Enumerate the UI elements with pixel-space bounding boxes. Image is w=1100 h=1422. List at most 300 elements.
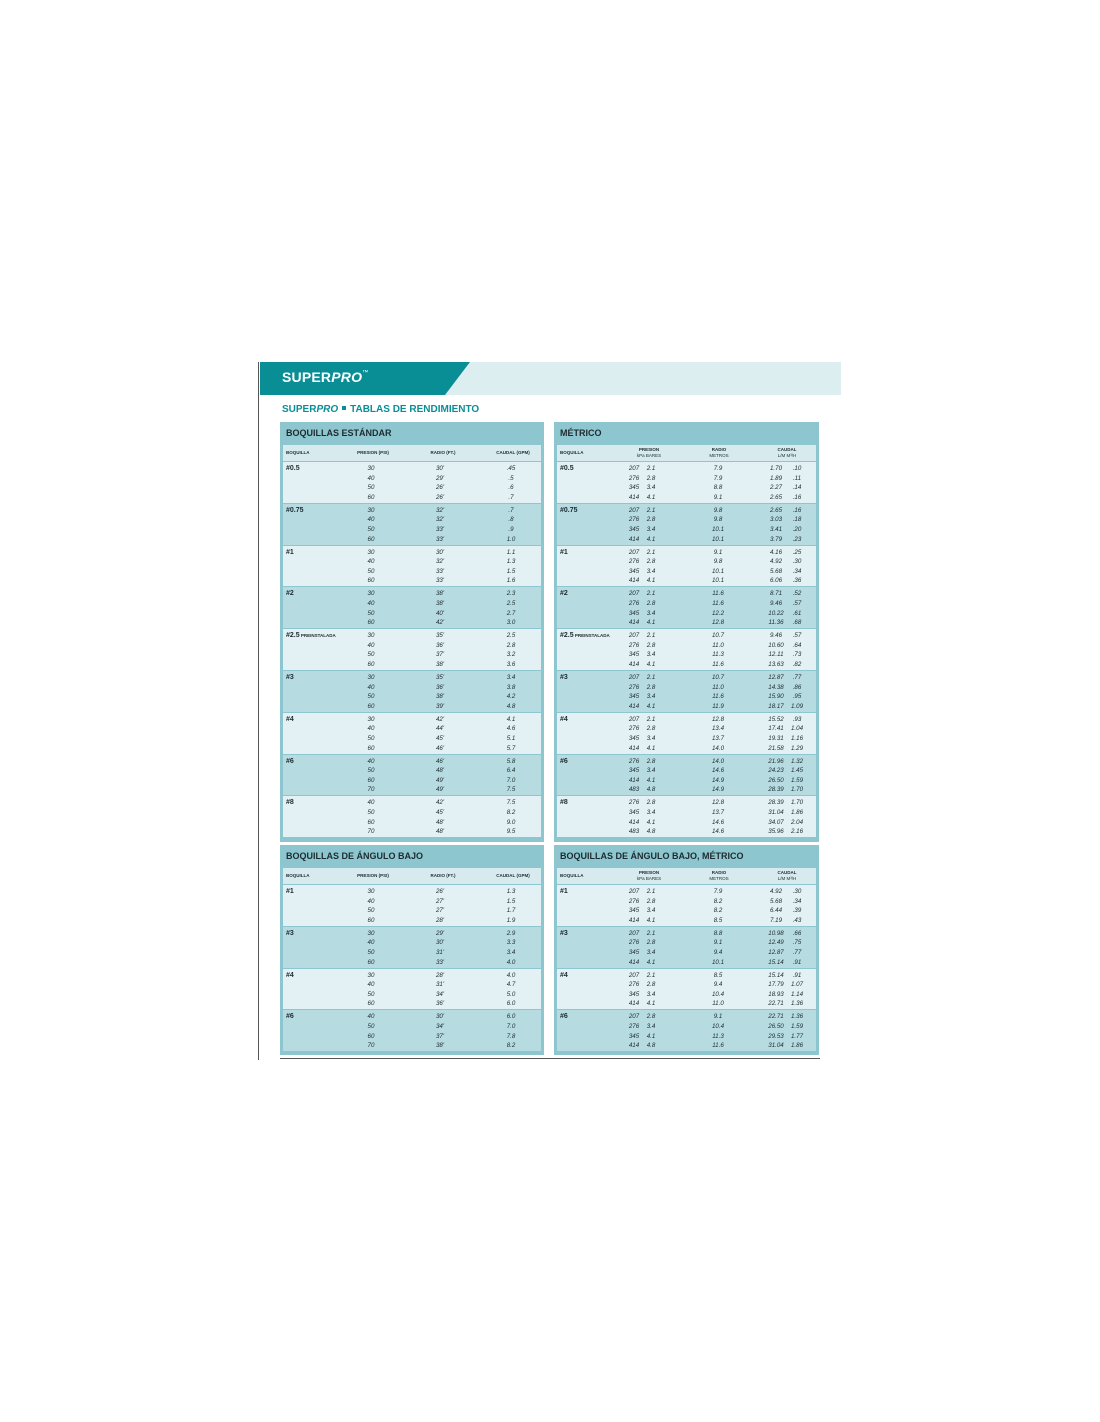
flow-cell: 3.8	[506, 683, 516, 691]
flow-cell: 1.3	[506, 558, 516, 566]
m3h-cell: .66	[792, 929, 802, 937]
nozzle-label	[560, 549, 568, 556]
radius-cell: 33'	[435, 958, 445, 966]
lm-cell: 6.44	[769, 907, 783, 915]
bar-cell: 2.8	[646, 599, 656, 607]
radius-cell: 11.6	[712, 660, 724, 668]
radius-cell: 34'	[435, 1022, 445, 1030]
lm-cell: 19.31	[768, 734, 784, 742]
kpa-cell: 345	[628, 609, 640, 617]
radius-cell: 14.9	[711, 786, 725, 794]
lm-cell: 2.65	[769, 493, 783, 501]
lm-cell: 11.36	[768, 619, 784, 627]
column-headers	[283, 445, 541, 461]
header-pressure	[343, 450, 403, 456]
flow-cell: .45	[506, 465, 516, 472]
radius-cell: 10.1	[711, 958, 725, 966]
flow-cell: 5.7	[506, 744, 516, 752]
bar-cell: 2.1	[646, 506, 656, 514]
pressure-cell: 60	[367, 702, 375, 710]
kpa-cell: 276	[628, 641, 640, 649]
header-flow-label: CAUDAL	[777, 447, 797, 452]
m3h-cell: .11	[792, 474, 802, 482]
pressure-cell: 50	[367, 907, 375, 915]
header-pressure	[624, 447, 674, 459]
radius-cell: 30'	[435, 1013, 445, 1021]
bar-cell: 4.1	[646, 818, 656, 826]
nozzle-size: #8	[560, 799, 568, 807]
nozzle-group	[283, 713, 541, 754]
kpa-cell: 276	[628, 939, 640, 947]
nozzle-group	[557, 796, 816, 837]
nozzle-group	[557, 755, 816, 796]
header-nozzle	[286, 450, 326, 456]
nozzle-size: #0.5	[286, 465, 300, 472]
lm-cell: 8.71	[769, 590, 783, 598]
flow-cell: 3.3	[506, 939, 516, 947]
radius-cell: 42'	[435, 619, 445, 627]
lm-cell: 18.93	[768, 990, 784, 998]
lm-cell: 12.49	[768, 939, 784, 947]
m3h-cell: 1.36	[790, 1013, 804, 1021]
radius-cell: 9.1	[713, 493, 723, 501]
table-body	[283, 868, 541, 1052]
nozzle-label	[560, 799, 568, 806]
radius-cell: 13.4	[711, 725, 725, 733]
nozzle-group	[557, 587, 816, 628]
nozzle-size: #1	[286, 888, 294, 895]
radius-cell: 7.9	[713, 888, 723, 895]
radius-cell: 38'	[435, 693, 445, 701]
m3h-cell: .43	[792, 916, 802, 924]
nozzle-size: #6	[560, 1013, 568, 1021]
flow-cell: 9.5	[506, 828, 516, 836]
bar-cell: 2.8	[646, 725, 656, 733]
nozzle-label	[286, 590, 294, 597]
pressure-cell: 30	[367, 465, 375, 472]
radius-cell: 38'	[435, 1042, 445, 1050]
kpa-cell: 276	[628, 799, 640, 807]
kpa-cell: 207	[628, 929, 640, 937]
radius-cell: 8.8	[713, 929, 723, 937]
pressure-cell: 60	[367, 577, 375, 585]
flow-cell: 8.2	[506, 808, 516, 816]
nozzle-size: #2	[560, 590, 568, 598]
bar-cell: 3.4	[646, 693, 656, 701]
pressure-cell: 40	[367, 599, 375, 607]
kpa-cell: 276	[628, 1022, 640, 1030]
nozzle-group	[557, 629, 816, 670]
radius-cell: 12.8	[711, 619, 725, 627]
radius-cell: 11.3	[712, 651, 724, 659]
m3h-cell: .20	[792, 525, 802, 533]
lm-cell: 22.71	[768, 1013, 784, 1021]
bar-cell: 4.1	[646, 660, 656, 668]
nozzle-group	[283, 671, 541, 712]
m3h-cell: 1.59	[790, 1022, 804, 1030]
radius-cell: 32'	[435, 506, 445, 514]
radius-cell: 29'	[435, 474, 445, 482]
radius-cell: 14.0	[711, 757, 725, 765]
lm-cell: 2.27	[769, 484, 783, 492]
lm-cell: 3.03	[769, 516, 783, 524]
kpa-cell: 345	[628, 734, 640, 742]
lm-cell: 3.79	[769, 535, 783, 543]
table-title: BOQUILLAS ESTÁNDAR	[286, 428, 392, 438]
m3h-cell: 1.07	[790, 981, 804, 989]
flow-cell: 7.0	[506, 776, 516, 784]
bar-cell: 2.1	[646, 674, 656, 681]
radius-cell: 11.0	[712, 641, 724, 649]
bar-cell: 4.1	[646, 1000, 656, 1008]
kpa-cell: 414	[628, 1042, 640, 1050]
table-title: BOQUILLAS DE ÁNGULO BAJO	[286, 851, 424, 861]
nozzle-label	[286, 549, 294, 556]
bar-cell: 4.1	[646, 535, 656, 543]
lm-cell: 5.68	[769, 897, 783, 905]
radius-cell: 9.8	[713, 506, 723, 514]
pressure-cell: 60	[367, 818, 375, 826]
nozzle-group	[557, 671, 816, 712]
header-flow-label: CAUDAL (GPM)	[496, 873, 530, 878]
m3h-cell: .95	[792, 693, 802, 701]
header-radius-units: METROS	[709, 876, 729, 881]
radius-cell: 48'	[435, 818, 445, 826]
pressure-cell: 70	[367, 828, 375, 836]
kpa-cell: 345	[628, 1032, 640, 1040]
radius-cell: 31'	[435, 981, 445, 989]
bar-cell: 2.1	[646, 548, 656, 556]
radius-cell: 32'	[435, 558, 445, 566]
kpa-cell: 207	[628, 888, 640, 895]
m3h-cell: 1.29	[790, 744, 804, 752]
radius-cell: 14.9	[711, 776, 725, 784]
nozzle-group	[557, 969, 816, 1010]
lm-cell: 3.41	[769, 525, 783, 533]
pressure-cell: 60	[367, 916, 375, 924]
header-flow-label: CAUDAL (GPM)	[496, 450, 530, 455]
kpa-cell: 276	[628, 516, 640, 524]
table-metric	[554, 422, 819, 842]
radius-cell: 36'	[435, 683, 445, 691]
radius-cell: 14.6	[711, 767, 725, 775]
bar-cell: 3.4	[646, 651, 656, 659]
table-title: BOQUILLAS DE ÁNGULO BAJO, MÉTRICO	[560, 851, 744, 861]
bar-cell: 3.4	[646, 525, 656, 533]
bar-cell: 4.1	[646, 493, 656, 501]
lm-cell: 7.19	[769, 916, 783, 924]
radius-cell: 26'	[435, 493, 445, 501]
pressure-cell: 40	[367, 1013, 375, 1021]
lm-cell: 31.04	[768, 808, 784, 816]
kpa-cell: 207	[628, 674, 640, 681]
lm-cell: 10.22	[768, 609, 784, 617]
bar-cell: 2.8	[646, 897, 656, 905]
flow-cell: 6.0	[506, 1000, 516, 1008]
radius-cell: 10.4	[711, 1022, 725, 1030]
radius-cell: 9.8	[713, 516, 723, 524]
pressure-cell: 60	[367, 958, 375, 966]
bar-cell: 3.4	[646, 990, 656, 998]
nozzle-label	[560, 972, 568, 979]
flow-cell: 4.7	[506, 981, 516, 989]
radius-cell: 38'	[435, 590, 445, 598]
m3h-cell: 1.09	[790, 702, 804, 710]
m3h-cell: 2.04	[790, 818, 804, 826]
nozzle-label	[286, 930, 294, 937]
kpa-cell: 414	[628, 776, 640, 784]
lm-cell: 17.79	[768, 981, 784, 989]
nozzle-group	[283, 927, 541, 968]
nozzle-preinstalled-tag: PREINSTALADA	[299, 633, 336, 639]
radius-cell: 12.8	[711, 799, 725, 807]
pressure-cell: 40	[367, 897, 375, 905]
pressure-cell: 30	[367, 929, 375, 937]
radius-cell: 30'	[435, 548, 445, 556]
header-flow-label: CAUDAL	[777, 870, 797, 875]
bar-cell: 2.8	[646, 799, 656, 807]
section-subtitle	[282, 404, 479, 415]
flow-cell: 3.4	[506, 948, 516, 956]
pressure-cell: 60	[367, 535, 375, 543]
header-flow	[762, 870, 812, 882]
radius-cell: 27'	[435, 907, 445, 915]
m3h-cell: .61	[792, 609, 802, 617]
m3h-cell: 1.86	[790, 808, 804, 816]
radius-cell: 30'	[435, 939, 445, 947]
pressure-cell: 70	[367, 786, 375, 794]
radius-cell: 9.1	[713, 1013, 723, 1021]
kpa-cell: 207	[628, 715, 640, 723]
bar-cell: 3.4	[646, 808, 656, 816]
m3h-cell: .77	[792, 948, 802, 956]
nozzle-group	[557, 927, 816, 968]
table-body	[557, 868, 816, 1052]
bar-cell: 4.1	[646, 916, 656, 924]
lm-cell: 34.07	[768, 818, 784, 826]
radius-cell: 46'	[435, 757, 445, 765]
flow-cell: 4.0	[506, 958, 516, 966]
nozzle-label	[286, 888, 294, 895]
subtitle-text: TABLAS DE RENDIMIENTO	[350, 404, 480, 415]
bar-cell: 2.1	[646, 715, 656, 723]
bar-cell: 3.4	[646, 948, 656, 956]
bar-cell: 3.4	[646, 734, 656, 742]
pressure-cell: 50	[367, 808, 375, 816]
nozzle-label	[286, 507, 304, 514]
radius-cell: 31'	[435, 948, 445, 956]
table-low-angle-nozzles	[280, 845, 544, 1055]
radius-cell: 37'	[435, 651, 445, 659]
table-body	[283, 445, 541, 839]
nozzle-group	[557, 462, 816, 503]
bar-cell: 2.8	[646, 757, 656, 765]
table-body	[557, 445, 816, 839]
lm-cell: 12.87	[768, 674, 784, 681]
nozzle-label	[286, 758, 294, 765]
m3h-cell: .73	[792, 651, 802, 659]
radius-cell: 9.8	[713, 558, 723, 566]
pressure-cell: 50	[367, 567, 375, 575]
bar-cell: 2.8	[646, 474, 656, 482]
pressure-cell: 30	[367, 715, 375, 723]
brand-title	[282, 369, 368, 385]
lm-cell: 6.06	[769, 577, 783, 585]
m3h-cell: 1.59	[790, 776, 804, 784]
pressure-cell: 50	[367, 734, 375, 742]
kpa-cell: 207	[628, 971, 640, 979]
radius-cell: 28'	[435, 916, 445, 924]
flow-cell: 2.5	[506, 599, 516, 607]
nozzle-label	[560, 465, 574, 472]
bar-cell: 2.8	[646, 1013, 656, 1021]
pressure-cell: 30	[367, 674, 375, 681]
bar-cell: 4.1	[646, 577, 656, 585]
kpa-cell: 345	[628, 948, 640, 956]
radius-cell: 35'	[435, 632, 445, 640]
m3h-cell: 1.70	[790, 799, 804, 807]
pressure-cell: 40	[367, 516, 375, 524]
lm-cell: 15.14	[768, 971, 784, 979]
flow-cell: 1.5	[506, 567, 516, 575]
header-radius	[413, 873, 473, 879]
radius-cell: 29'	[435, 929, 445, 937]
header-pressure-label: PRESION (PSI)	[357, 450, 389, 455]
radius-cell: 10.7	[711, 674, 725, 681]
m3h-cell: .16	[792, 506, 802, 514]
flow-cell: .8	[508, 516, 514, 524]
header-nozzle-label: BOQUILLA	[560, 873, 584, 878]
radius-cell: 14.0	[711, 744, 725, 752]
pressure-cell: 50	[367, 990, 375, 998]
radius-cell: 35'	[435, 674, 445, 681]
pressure-cell: 50	[367, 525, 375, 533]
bar-cell: 2.1	[646, 971, 656, 979]
m3h-cell: .91	[792, 971, 802, 979]
bar-cell: 4.1	[646, 744, 656, 752]
bar-cell: 3.4	[646, 609, 656, 617]
kpa-cell: 345	[628, 651, 640, 659]
trademark-mark: ™	[362, 370, 369, 376]
nozzle-label	[560, 632, 610, 639]
header-radius-label: RADIO (FT.)	[430, 873, 456, 878]
lm-cell: 5.68	[769, 567, 783, 575]
kpa-cell: 414	[628, 535, 640, 543]
flow-cell: 1.6	[506, 577, 516, 585]
nozzle-preinstalled-tag: PREINSTALADA	[573, 633, 610, 639]
kpa-cell: 207	[628, 548, 640, 556]
square-bullet-icon	[342, 406, 346, 410]
nozzle-size: #6	[560, 757, 568, 765]
header-radius-label: RADIO	[711, 870, 727, 875]
radius-cell: 9.4	[713, 981, 723, 989]
pressure-cell: 30	[367, 590, 375, 598]
kpa-cell: 345	[628, 693, 640, 701]
radius-cell: 38'	[435, 660, 445, 668]
bar-cell: 2.8	[646, 641, 656, 649]
m3h-cell: 1.16	[790, 734, 804, 742]
kpa-cell: 345	[628, 767, 640, 775]
m3h-cell: 1.32	[790, 757, 804, 765]
nozzle-size: #1	[286, 548, 294, 556]
bar-cell: 3.4	[646, 907, 656, 915]
flow-cell: 3.2	[506, 651, 516, 659]
bar-cell: 4.1	[646, 702, 656, 710]
radius-cell: 8.5	[713, 916, 723, 924]
nozzle-label	[560, 1013, 568, 1020]
nozzle-group	[283, 755, 541, 796]
kpa-cell: 207	[628, 1013, 640, 1021]
lm-cell: 15.52	[768, 715, 784, 723]
kpa-cell: 483	[628, 828, 640, 836]
m3h-cell: .86	[792, 683, 802, 691]
flow-cell: .6	[508, 484, 514, 492]
radius-cell: 38'	[435, 599, 445, 607]
column-headers	[557, 445, 816, 461]
nozzle-group	[557, 504, 816, 545]
kpa-cell: 207	[628, 506, 640, 514]
flow-cell: 3.4	[506, 674, 516, 681]
flow-cell: 2.5	[506, 632, 516, 640]
bar-cell: 4.8	[646, 786, 656, 794]
header-pressure-units: kPa BARES	[636, 876, 662, 881]
m3h-cell: .68	[792, 619, 802, 627]
nozzle-group	[283, 546, 541, 587]
flow-cell: 6.4	[506, 767, 516, 775]
kpa-cell: 414	[628, 818, 640, 826]
nozzle-size: #0.5	[560, 465, 574, 472]
m3h-cell: .64	[792, 641, 802, 649]
nozzle-label	[560, 590, 568, 597]
lm-cell: 9.46	[769, 632, 783, 640]
bar-cell: 2.1	[646, 632, 656, 640]
nozzle-size: #2.5	[560, 632, 574, 640]
subtitle-brand-italic: PRO	[316, 404, 339, 415]
lm-cell: 1.89	[769, 474, 783, 482]
nozzle-label	[560, 930, 568, 937]
kpa-cell: 207	[628, 632, 640, 640]
radius-cell: 30'	[435, 465, 445, 472]
radius-cell: 34'	[435, 990, 445, 998]
m3h-cell: .14	[792, 484, 802, 492]
m3h-cell: .39	[792, 907, 802, 915]
pressure-cell: 40	[367, 641, 375, 649]
m3h-cell: .30	[792, 888, 802, 895]
header-radius	[413, 450, 473, 456]
header-pressure	[343, 873, 403, 879]
flow-cell: 4.2	[506, 693, 516, 701]
kpa-cell: 345	[628, 525, 640, 533]
pressure-cell: 60	[367, 619, 375, 627]
bar-cell: 2.1	[646, 465, 656, 472]
header-radius-units: METROS	[709, 453, 729, 458]
kpa-cell: 414	[628, 577, 640, 585]
radius-cell: 8.5	[713, 971, 723, 979]
table-low-angle-metric	[554, 845, 819, 1055]
header-flow-units: L/M M³/H	[777, 453, 797, 458]
kpa-cell: 345	[628, 990, 640, 998]
radius-cell: 13.7	[711, 734, 725, 742]
nozzle-size: #1	[560, 888, 568, 895]
lm-cell: 29.53	[768, 1032, 784, 1040]
radius-cell: 8.2	[713, 897, 723, 905]
lm-cell: 26.50	[768, 776, 784, 784]
pressure-cell: 40	[367, 757, 375, 765]
subtitle-brand: SUPER	[282, 404, 317, 415]
m3h-cell: .25	[792, 548, 802, 556]
m3h-cell: .36	[792, 577, 802, 585]
radius-cell: 27'	[435, 897, 445, 905]
